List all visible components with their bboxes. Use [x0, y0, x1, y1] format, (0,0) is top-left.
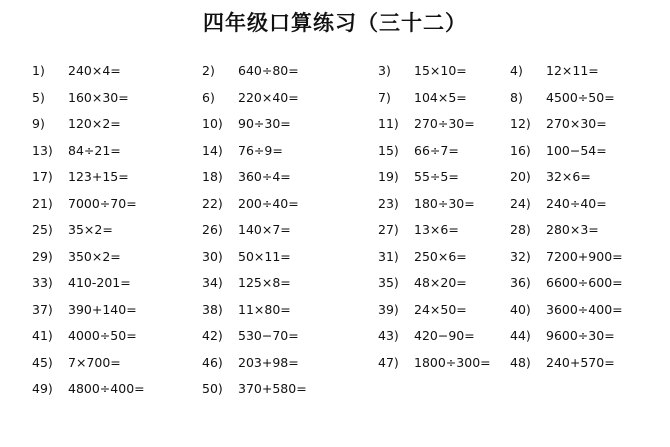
problem-expression: 4500÷50= — [546, 89, 615, 105]
problem-item — [378, 138, 459, 165]
problem-number: 44) — [510, 328, 531, 343]
problem-grid — [0, 58, 670, 403]
problem-item — [202, 350, 299, 377]
problem-item — [378, 164, 459, 191]
problem-item — [378, 58, 467, 85]
problem-item — [32, 138, 121, 165]
problem-number: 20) — [510, 169, 531, 184]
problem-item — [32, 111, 121, 138]
problem-item — [202, 85, 299, 112]
problem-item — [378, 85, 467, 112]
problem-number: 24) — [510, 195, 531, 211]
problem-expression: 350×2= — [68, 248, 121, 264]
problem-item — [378, 217, 459, 244]
problem-number: 37) — [32, 301, 53, 317]
problem-expression: 32×6= — [546, 169, 591, 184]
problem-expression: 1800÷300= — [414, 354, 491, 370]
problem-item — [202, 111, 291, 138]
problem-item — [32, 297, 137, 324]
problem-number: 16) — [510, 142, 531, 158]
problem-item — [32, 164, 129, 191]
problem-number: 29) — [32, 248, 53, 264]
problem-item — [202, 191, 299, 218]
problem-expression: 84÷21= — [68, 142, 121, 158]
problem-expression: 410-201= — [68, 275, 131, 290]
problem-expression: 104×5= — [414, 89, 467, 105]
problem-number: 13) — [32, 142, 53, 158]
problem-number: 45) — [32, 354, 53, 370]
problem-number: 14) — [202, 142, 223, 158]
problem-number: 35) — [378, 275, 399, 290]
problem-expression: 250×6= — [414, 248, 467, 264]
problem-expression: 9600÷30= — [546, 328, 615, 343]
problem-item — [510, 217, 599, 244]
problem-number: 15) — [378, 142, 399, 158]
problem-number: 31) — [378, 248, 399, 264]
problem-item — [510, 297, 623, 324]
problem-expression: 160×30= — [68, 89, 129, 105]
problem-number: 22) — [202, 195, 223, 211]
problem-expression: 270×30= — [546, 116, 607, 131]
problem-expression: 15×10= — [414, 63, 467, 78]
problem-item — [510, 111, 607, 138]
problem-expression: 100−54= — [546, 142, 607, 158]
problem-number: 32) — [510, 248, 531, 264]
problem-expression: 125×8= — [238, 275, 291, 290]
problem-number: 48) — [510, 354, 531, 370]
problem-item — [202, 323, 299, 350]
problem-expression: 48×20= — [414, 275, 467, 290]
problem-item — [202, 164, 291, 191]
problem-expression: 6600÷600= — [546, 275, 623, 290]
problem-expression: 35×2= — [68, 222, 113, 237]
problem-item — [378, 244, 467, 271]
problem-number: 6) — [202, 89, 215, 105]
problem-item — [202, 270, 291, 297]
problem-number: 30) — [202, 248, 223, 264]
problem-item — [32, 350, 121, 377]
problem-expression: 120×2= — [68, 116, 121, 131]
problem-row — [0, 138, 670, 165]
problem-item — [378, 297, 467, 324]
problem-number: 3) — [378, 63, 391, 78]
problem-expression: 140×7= — [238, 222, 291, 237]
problem-number: 40) — [510, 301, 531, 317]
problem-number: 4) — [510, 63, 523, 78]
problem-item — [510, 58, 599, 85]
problem-number: 8) — [510, 89, 523, 105]
problem-number: 33) — [32, 275, 53, 290]
problem-item — [510, 270, 623, 297]
problem-expression: 123+15= — [68, 169, 129, 184]
problem-expression: 280×3= — [546, 222, 599, 237]
problem-number: 28) — [510, 222, 531, 237]
problem-number: 23) — [378, 195, 399, 211]
problem-number: 12) — [510, 116, 531, 131]
problem-number: 25) — [32, 222, 53, 237]
problem-number: 9) — [32, 116, 45, 131]
problem-row — [0, 191, 670, 218]
problem-item — [202, 217, 291, 244]
problem-item — [202, 297, 291, 324]
problem-number: 19) — [378, 169, 399, 184]
problem-item — [510, 164, 591, 191]
problem-expression: 420−90= — [414, 328, 475, 343]
problem-item — [32, 323, 137, 350]
problem-item — [510, 85, 615, 112]
problem-expression: 240÷40= — [546, 195, 607, 211]
problem-row — [0, 297, 670, 324]
problem-item — [378, 270, 467, 297]
problem-number: 11) — [378, 116, 399, 131]
problem-expression: 3600÷400= — [546, 301, 623, 317]
problem-number: 47) — [378, 354, 399, 370]
problem-number: 18) — [202, 169, 223, 184]
problem-item — [32, 85, 129, 112]
problem-item — [32, 244, 121, 271]
problem-expression: 12×11= — [546, 63, 599, 78]
problem-item — [32, 58, 121, 85]
problem-number: 41) — [32, 328, 53, 343]
problem-expression: 50×11= — [238, 248, 291, 264]
problem-number: 42) — [202, 328, 223, 343]
problem-row — [0, 270, 670, 297]
problem-number: 1) — [32, 63, 45, 78]
problem-row — [0, 376, 670, 403]
problem-row — [0, 111, 670, 138]
problem-row — [0, 323, 670, 350]
problem-expression: 370+580= — [238, 381, 307, 396]
problem-expression: 7200+900= — [546, 248, 623, 264]
problem-expression: 200÷40= — [238, 195, 299, 211]
worksheet-title: 四年级口算练习（三十二） — [203, 10, 467, 35]
problem-expression: 240×4= — [68, 63, 121, 78]
problem-row — [0, 58, 670, 85]
problem-number: 50) — [202, 381, 223, 396]
problem-expression: 11×80= — [238, 301, 291, 317]
problem-expression: 4000÷50= — [68, 328, 137, 343]
problem-item — [510, 350, 615, 377]
problem-number: 38) — [202, 301, 223, 317]
problem-number: 39) — [378, 301, 399, 317]
problem-expression: 4800÷400= — [68, 381, 145, 396]
problem-item — [378, 191, 475, 218]
problem-number: 5) — [32, 89, 45, 105]
problem-number: 10) — [202, 116, 223, 131]
problem-item — [32, 376, 145, 403]
problem-expression: 66÷7= — [414, 142, 459, 158]
problem-expression: 180÷30= — [414, 195, 475, 211]
problem-item — [510, 244, 623, 271]
problem-expression: 270÷30= — [414, 116, 475, 131]
problem-number: 34) — [202, 275, 223, 290]
problem-item — [32, 217, 113, 244]
problem-expression: 640÷80= — [238, 63, 299, 78]
problem-item — [378, 111, 475, 138]
problem-expression: 203+98= — [238, 354, 299, 370]
problem-item — [32, 191, 137, 218]
problem-number: 46) — [202, 354, 223, 370]
problem-expression: 360÷4= — [238, 169, 291, 184]
problem-number: 49) — [32, 381, 53, 396]
problem-expression: 390+140= — [68, 301, 137, 317]
problem-expression: 24×50= — [414, 301, 467, 317]
problem-number: 7) — [378, 89, 391, 105]
problem-item — [202, 244, 291, 271]
problem-expression: 220×40= — [238, 89, 299, 105]
problem-expression: 530−70= — [238, 328, 299, 343]
problem-expression: 76÷9= — [238, 142, 283, 158]
problem-expression: 7×700= — [68, 354, 121, 370]
problem-item — [378, 350, 491, 377]
problem-item — [510, 138, 607, 165]
problem-row — [0, 244, 670, 271]
problem-expression: 13×6= — [414, 222, 459, 237]
problem-item — [32, 270, 131, 297]
problem-expression: 7000÷70= — [68, 195, 137, 211]
problem-number: 17) — [32, 169, 53, 184]
problem-row — [0, 85, 670, 112]
problem-item — [202, 58, 299, 85]
problem-number: 43) — [378, 328, 399, 343]
problem-item — [510, 323, 615, 350]
problem-number: 27) — [378, 222, 399, 237]
problem-row — [0, 350, 670, 377]
problem-row — [0, 164, 670, 191]
problem-item — [202, 376, 307, 403]
problem-item — [510, 191, 607, 218]
problem-expression: 240+570= — [546, 354, 615, 370]
problem-number: 21) — [32, 195, 53, 211]
problem-number: 36) — [510, 275, 531, 290]
problem-expression: 55÷5= — [414, 169, 459, 184]
problem-item — [202, 138, 283, 165]
problem-number: 2) — [202, 63, 215, 78]
problem-number: 26) — [202, 222, 223, 237]
problem-row — [0, 217, 670, 244]
problem-expression: 90÷30= — [238, 116, 291, 131]
problem-item — [378, 323, 475, 350]
